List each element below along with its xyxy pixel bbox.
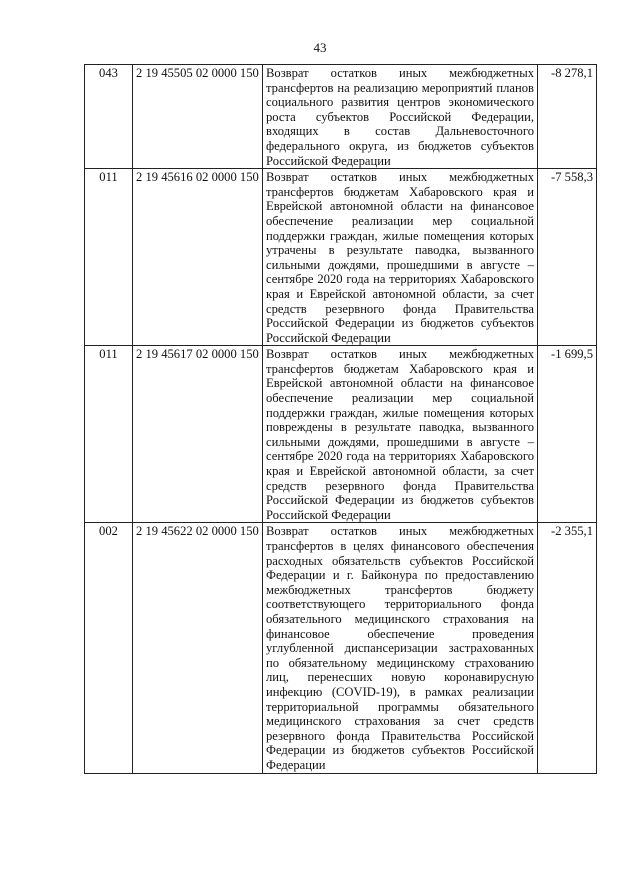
budget-classification-code: 2 19 45622 02 0000 150 bbox=[133, 523, 263, 774]
table-row bbox=[85, 346, 597, 523]
table-row bbox=[85, 169, 597, 346]
budget-classification-code: 2 19 45616 02 0000 150 bbox=[133, 169, 263, 346]
amount: -2 355,1 bbox=[538, 523, 597, 774]
admin-code: 011 bbox=[85, 169, 133, 346]
revenue-description: Возврат остатков иных межбюджетных трансфертов бюджетам Хабаровского края и Еврейской автономной области на финансовое обеспечение реализации мер социальной поддержки граждан, жилые помещения которых утрачены в результате паводка, вызванного сильными дождями, прошедшими в августе – сентябре 2020 года на территориях Хабаровского края и Еврейской автономной области, за счет средств резервного фонда Правительства Российской Федерации из бюджетов субъектов Российской Федерации bbox=[263, 169, 538, 346]
table-row bbox=[85, 523, 597, 774]
admin-code: 011 bbox=[85, 346, 133, 523]
amount: -1 699,5 bbox=[538, 346, 597, 523]
admin-code: 043 bbox=[85, 65, 133, 169]
admin-code: 002 bbox=[85, 523, 133, 774]
amount: -7 558,3 bbox=[538, 169, 597, 346]
table-row bbox=[85, 65, 597, 169]
budget-table bbox=[84, 64, 597, 774]
page-number: 43 bbox=[313, 40, 327, 55]
revenue-description: Возврат остатков иных межбюджетных трансфертов на реализацию мероприятий планов социального развития центров экономического роста субъектов Российской Федерации, входящих в состав Дальневосточного федерального округа, из бюджетов субъектов Российской Федерации bbox=[263, 65, 538, 169]
revenue-description: Возврат остатков иных межбюджетных трансфертов в целях финансового обеспечения расходных обязательств субъектов Российской Федерации и г. Байконура по предоставлению межбюджетных трансфертов бюджету соответствующего территориального фонда обязательного медицинского страхования на финансовое обеспечение проведения углубленной диспансеризации застрахованных по обязательному медицинскому страхованию лиц, перенесших новую коронавирусную инфекцию (COVID-19), в рамках реализации территориальной программы обязательного медицинского страхования за счет средств резервного фонда Правительства Российской Федерации из бюджетов субъектов Российской Федерации bbox=[263, 523, 538, 774]
budget-classification-code: 2 19 45505 02 0000 150 bbox=[133, 65, 263, 169]
budget-classification-code: 2 19 45617 02 0000 150 bbox=[133, 346, 263, 523]
revenue-description: Возврат остатков иных межбюджетных трансфертов бюджетам Хабаровского края и Еврейской автономной области на финансовое обеспечение реализации мер социальной поддержки граждан, жилые помещения которых повреждены в результате паводка, вызванного сильными дождями, прошедшими в августе – сентябре 2020 года на территориях Хабаровского края и Еврейской автономной области, за счет средств резервного фонда Правительства Российской Федерации из бюджетов субъектов Российской Федерации bbox=[263, 346, 538, 523]
amount: -8 278,1 bbox=[538, 65, 597, 169]
